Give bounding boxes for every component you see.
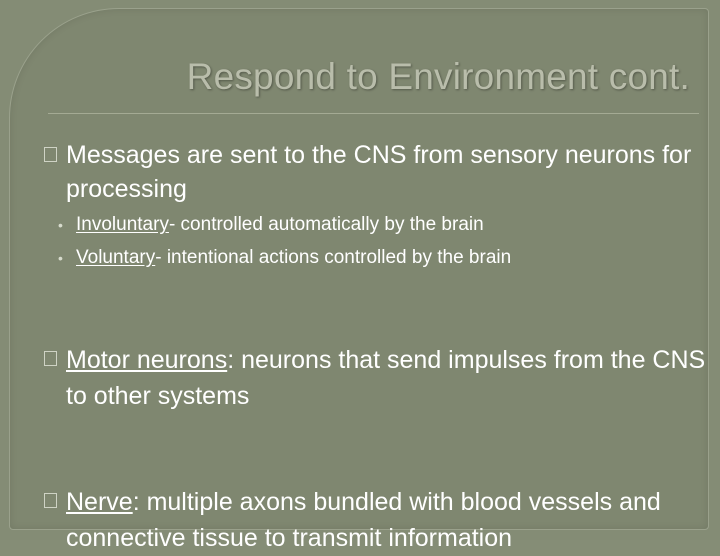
slide-title: Respond to Environment cont. [186, 56, 690, 97]
square-bullet-icon [44, 147, 57, 162]
term-motor-neurons: Motor neurons [66, 346, 228, 374]
term-voluntary: Voluntary [76, 247, 156, 268]
dot-bullet-icon: • [58, 217, 63, 233]
bullet-messages [44, 138, 716, 206]
bullet-text: Messages are sent to the CNS from sensory neurons for processing [66, 141, 692, 203]
term-involuntary: Involuntary [76, 214, 169, 235]
bullet-text: : neurons that send impulses from the CNS to other systems [66, 346, 706, 410]
subbullet-voluntary [58, 246, 696, 270]
term-nerve: Nerve [66, 488, 133, 516]
square-bullet-icon [44, 493, 57, 508]
subbullet-text: - controlled automatically by the brain [168, 214, 484, 235]
bullet-text: : multiple axons bundled with blood vessels and connective tissue to transmit information [66, 488, 661, 552]
subbullet-involuntary [58, 213, 696, 237]
square-bullet-icon [44, 351, 57, 366]
bullet-nerve [44, 484, 716, 556]
dot-bullet-icon: • [58, 250, 63, 266]
bullet-motor-neurons [44, 342, 716, 414]
subbullet-text: - intentional actions controlled by the brain [155, 247, 512, 268]
